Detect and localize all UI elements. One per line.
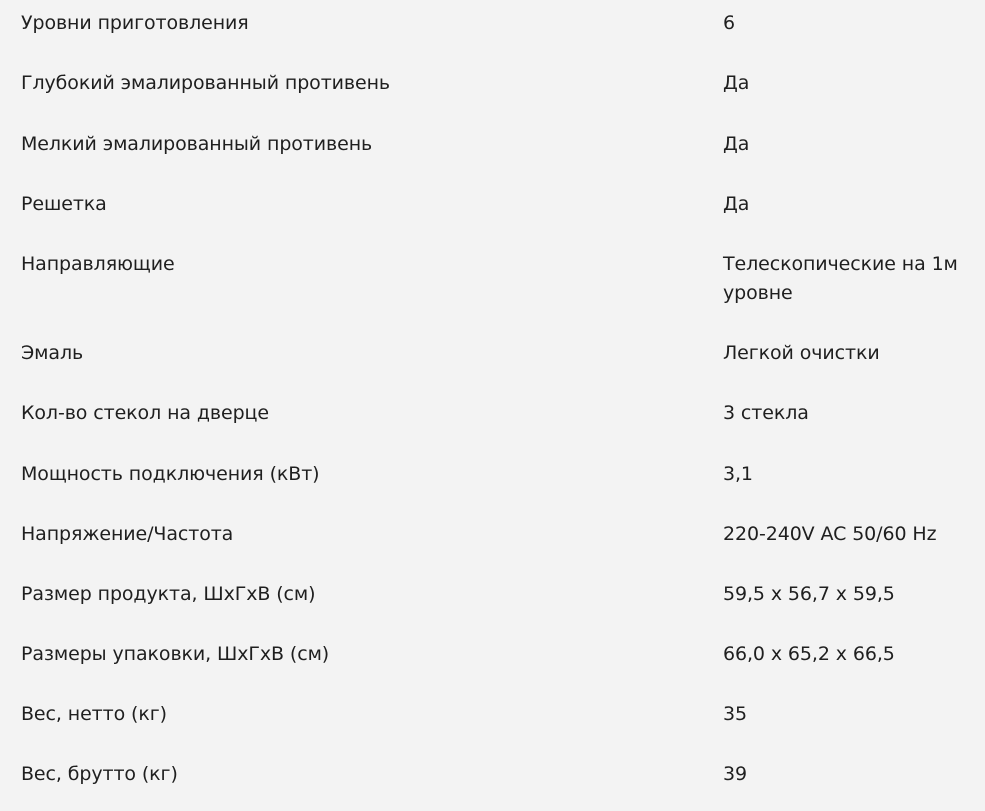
spec-label: Вес, брутто (кг) — [21, 763, 178, 785]
spec-value: 59,5 x 56,7 x 59,5 — [723, 583, 895, 605]
spec-label: Напряжение/Частота — [21, 523, 234, 545]
spec-value: Легкой очистки — [723, 342, 880, 364]
spec-value: Да — [723, 133, 750, 155]
spec-value: Да — [723, 193, 750, 215]
spec-value: 220-240V AC 50/60 Hz — [723, 523, 937, 545]
spec-label: Направляющие — [21, 253, 175, 275]
spec-value: Телескопические на 1м уровне — [723, 253, 958, 304]
spec-value: 39 — [723, 763, 747, 785]
spec-label: Уровни приготовления — [21, 12, 249, 34]
spec-label: Глубокий эмалированный противень — [21, 72, 391, 94]
spec-value: Да — [723, 72, 750, 94]
spec-label: Вес, нетто (кг) — [21, 703, 167, 725]
spec-label: Кол-во стекол на дверце — [21, 402, 269, 424]
spec-value: 66,0 x 65,2 x 66,5 — [723, 643, 895, 665]
spec-value: 3,1 — [723, 463, 753, 485]
spec-label: Решетка — [21, 193, 107, 215]
spec-label: Мощность подключения (кВт) — [21, 463, 320, 485]
spec-label: Мелкий эмалированный противень — [21, 133, 373, 155]
spec-label: Эмаль — [21, 342, 84, 364]
spec-label: Размер продукта, ШхГхВ (см) — [21, 583, 316, 605]
spec-value: 6 — [723, 12, 735, 34]
spec-value: 3 стекла — [723, 402, 809, 424]
spec-label: Размеры упаковки, ШхГхВ (см) — [21, 643, 330, 665]
spec-value: 35 — [723, 703, 747, 725]
